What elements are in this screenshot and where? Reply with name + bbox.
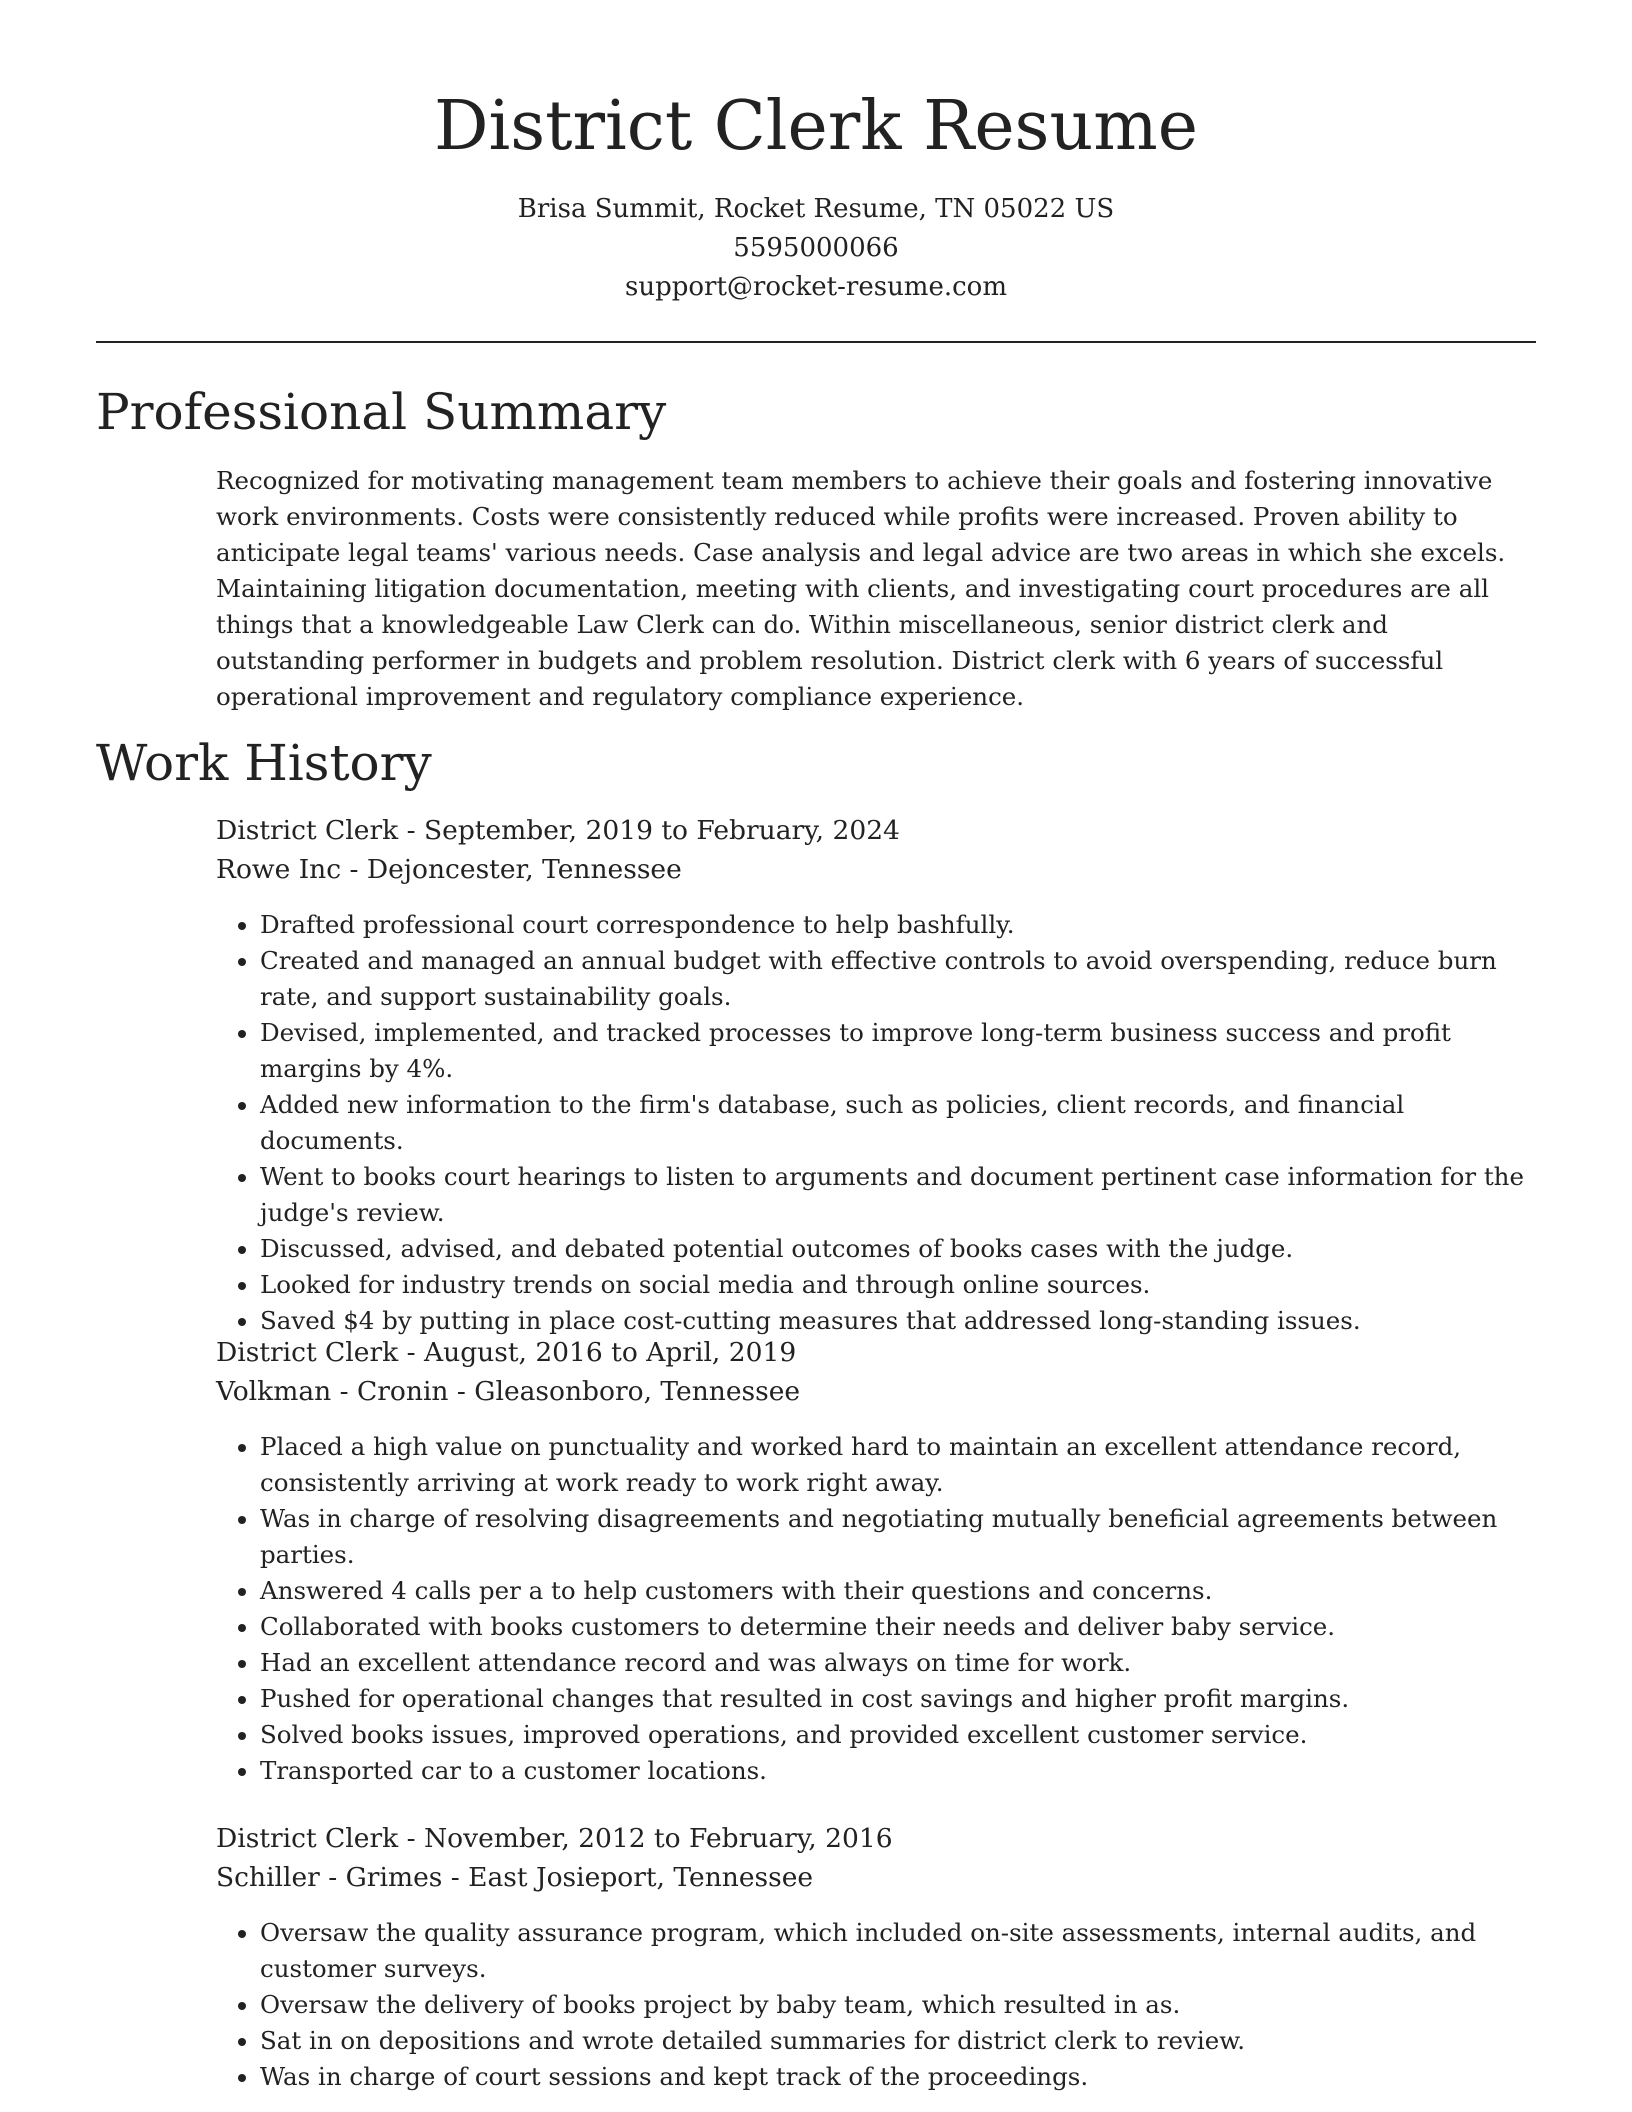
list-item: • Transported car to a customer locations. [260, 1753, 1536, 1789]
list-item: • Drafted professional court correspondence to help bashfully. [260, 907, 1536, 943]
contact-address: Brisa Summit, Rocket Resume, TN 05022 US [517, 194, 1115, 224]
list-item: • Went to books court hearings to listen to arguments and document pertinent case information for the judge's review. [260, 1159, 1536, 1231]
job-company-location: Volkman - Cronin - Gleasonboro, Tennessee [216, 1376, 801, 1407]
list-item: • Saved $4 by putting in place cost-cutting measures that addressed long-standing issues. [260, 1303, 1536, 1339]
list-item: • Pushed for operational changes that resulted in cost savings and higher profit margins. [260, 1681, 1536, 1717]
job-duties-list [216, 1429, 1536, 1789]
list-item: • Was in charge of resolving disagreements and negotiating mutually beneficial agreements between parties. [260, 1501, 1536, 1573]
list-item: • Looked for industry trends on social media and through online sources. [260, 1267, 1536, 1303]
summary-heading: Professional Summary [96, 383, 667, 441]
job-company-location: Schiller - Grimes - East Josieport, Tennessee [216, 1862, 814, 1893]
list-item: • Placed a high value on punctuality and worked hard to maintain an excellent attendance record, consistently arriving at work ready to work right away. [260, 1429, 1536, 1501]
job-entry [216, 1819, 1536, 2095]
list-item: • Created and managed an annual budget with effective controls to avoid overspending, reduce burn rate, and support sustainability goals. [260, 943, 1536, 1015]
job-entry [216, 811, 1536, 1339]
list-item: • Discussed, advised, and debated potential outcomes of books cases with the judge. [260, 1231, 1536, 1267]
list-item: • Had an excellent attendance record and was always on time for work. [260, 1645, 1536, 1681]
list-item: • Oversaw the quality assurance program, which included on-site assessments, internal audits, and customer surveys. [260, 1915, 1536, 1987]
job-duties-list [216, 1915, 1536, 2095]
job-company-location: Rowe Inc - Dejoncester, Tennessee [216, 854, 682, 885]
resume-title: District Clerk Resume [434, 87, 1198, 166]
job-title-dates: District Clerk - August, 2016 to April, 2019 [216, 1337, 797, 1368]
contact-phone: 5595000066 [733, 233, 899, 263]
work-history-heading: Work History [96, 734, 432, 792]
list-item: • Answered 4 calls per a to help customers with their questions and concerns. [260, 1573, 1536, 1609]
job-entry [216, 1333, 1536, 1789]
list-item: • Devised, implemented, and tracked processes to improve long-term business success and profit margins by 4%. [260, 1015, 1536, 1087]
list-item: • Collaborated with books customers to determine their needs and deliver baby service. [260, 1609, 1536, 1645]
job-title-dates: District Clerk - September, 2019 to February, 2024 [216, 815, 900, 846]
list-item: • Was in charge of court sessions and kept track of the proceedings. [260, 2059, 1536, 2095]
job-title-dates: District Clerk - November, 2012 to February, 2016 [216, 1823, 893, 1854]
list-item: • Sat in on depositions and wrote detailed summaries for district clerk to review. [260, 2023, 1536, 2059]
header-divider [96, 341, 1536, 343]
summary-text: Recognized for motivating management team members to achieve their goals and fostering innovative work environments. Costs were consistently reduced while profits were increased. Proven ability to anticipate legal teams' various needs. Case analysis and legal advice are two areas in which she excels. Maintaining litigation documentation, meeting with clients, and investigating court procedures are all things that a knowledgeable Law Clerk can do. Within miscellaneous, senior district clerk and outstanding performer in budgets and problem resolution. District clerk with 6 years of successful operational improvement and regulatory compliance experience. [216, 466, 1506, 711]
contact-email: support@rocket-resume.com [624, 272, 1007, 302]
job-duties-list [216, 907, 1536, 1339]
contact-block [0, 190, 1632, 307]
list-item: • Oversaw the delivery of books project by baby team, which resulted in as. [260, 1987, 1536, 2023]
list-item: • Added new information to the firm's database, such as policies, client records, and financial documents. [260, 1087, 1536, 1159]
list-item: • Solved books issues, improved operations, and provided excellent customer service. [260, 1717, 1536, 1753]
